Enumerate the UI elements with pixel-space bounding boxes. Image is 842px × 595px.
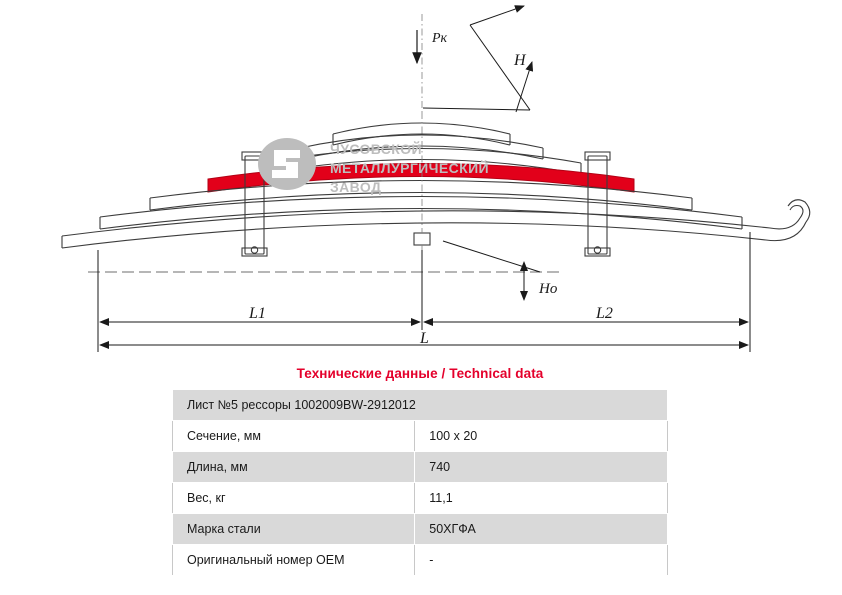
technical-data-table [172, 389, 668, 576]
label-pk: Pк [432, 31, 448, 46]
row-label-steel-grade: Марка стали [173, 514, 415, 545]
table-row [173, 514, 668, 545]
row-label-weight: Вес, кг [173, 483, 415, 514]
row-label-length: Длина, мм [173, 452, 415, 483]
row-label-section: Сечение, мм [173, 421, 415, 452]
row-label-oem: Оригинальный номер OEM [173, 545, 415, 576]
table-title: Технические данные / Technical data [296, 366, 544, 381]
clamp-left [242, 152, 267, 256]
label-h: H [514, 52, 526, 69]
dimension-l1-l2 [98, 232, 750, 330]
label-l2: L2 [596, 305, 613, 322]
dimension-h0 [443, 241, 540, 300]
table-header-label: Лист №5 рессоры 1002009BW-2912012 [173, 390, 668, 421]
table-row [173, 452, 668, 483]
spring-leaves [62, 123, 810, 248]
label-l1: L1 [249, 305, 266, 322]
watermark-line-1: ЧУСОВСКОЙ [330, 141, 422, 157]
row-value-weight: 11,1 [415, 483, 668, 514]
label-h0: Hо [539, 281, 558, 297]
leaf-6 [100, 197, 742, 230]
row-value-oem: - [415, 545, 668, 576]
row-value-steel-grade: 50ХГФА [415, 514, 668, 545]
table-row [173, 483, 668, 514]
table-row-header [173, 390, 668, 421]
row-value-section: 100 x 20 [415, 421, 668, 452]
table-row [173, 545, 668, 576]
leaf-highlighted [208, 164, 634, 193]
watermark-line-3: ЗАВОД [330, 179, 382, 195]
label-l: L [420, 330, 429, 347]
watermark-line-2: МЕТАЛЛУРГИЧЕСКИЙ [330, 160, 489, 176]
table-row [173, 421, 668, 452]
clamp-right [585, 152, 610, 256]
leaf-2 [300, 135, 543, 159]
leaf-top [333, 123, 510, 145]
row-value-length: 740 [415, 452, 668, 483]
technical-data-section [172, 366, 668, 576]
